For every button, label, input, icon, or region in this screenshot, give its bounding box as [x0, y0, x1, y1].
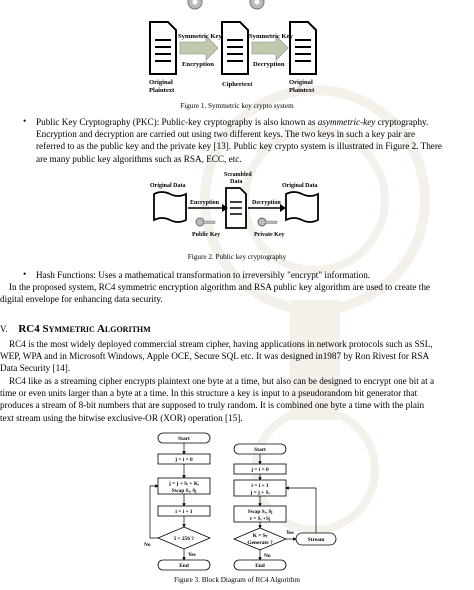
label-decryption: Decryption [253, 61, 285, 68]
right-cond-diamond [234, 528, 286, 550]
figure2-diagram [148, 168, 328, 246]
label-original-left-2: Plaintext [149, 87, 175, 94]
left-inc-label: i = i + 1 [175, 509, 193, 515]
label-original-right-1: Original [289, 79, 313, 86]
pkc-paragraph [36, 116, 474, 165]
figure3-flowchart [140, 428, 340, 574]
section-number: V. [0, 324, 8, 334]
label-symmetric-key-left: Symmetric Key [178, 33, 222, 40]
rc4-p2-line-1: RC4 like as a streaming cipher encrypts plaintext one byte at a time, but also can be designed to encrypt one bit at a [0, 375, 474, 387]
left-end-label: End [179, 563, 189, 569]
left-yes-label: Yes [188, 552, 196, 558]
left-swap-line-1: j = j + Sᵢ + Kᵢ [168, 481, 199, 487]
label-encryption: Encryption [190, 200, 220, 206]
label-original-data-right: Original Data [282, 183, 318, 189]
rc4-p1-line-3: Data Security [14]. [0, 362, 474, 374]
pkc-line-4: are many public key algorithms such as RSA, ECC, etc. [36, 153, 474, 165]
scroll-icon-right [286, 192, 318, 222]
label-encryption: Encryption [182, 61, 214, 68]
document-icon-right [290, 22, 316, 74]
right-swap-line-1: Swap Sᵢ, Sⱼ [248, 509, 273, 515]
figure2-caption: Figure 2. Public key cryptography [0, 253, 474, 261]
label-scrambled-1: Scrambled [224, 172, 252, 178]
right-step-line-2: j = j + Sᵢ [249, 490, 269, 496]
label-ciphertext: Ciphertext [222, 81, 253, 88]
right-end-label: End [255, 563, 265, 569]
key-icon-public [196, 218, 215, 226]
rc4-p1-line-2: WEP, WPA and in Microsoft Windows, Apple OCE, Secure SQL etc. It was designed in1987 by Ron Rivest for RSA [0, 350, 474, 362]
document-icon-middle [222, 22, 248, 74]
pkc-line-3: referred to as the public key and the private key [13]. Public key crypto system is illustrated in Figure 2. There [36, 140, 474, 152]
key-icon-left [185, 0, 215, 12]
document-icon-scrambled [226, 188, 246, 228]
right-yes-label: Yes [286, 530, 294, 536]
section-heading [0, 323, 151, 335]
left-cond-label: I < 256 ? [174, 536, 194, 542]
label-public-key: Public Key [192, 232, 220, 238]
right-start-label: Start [254, 447, 266, 453]
key-icon-right [247, 0, 277, 12]
proposed-paragraph [0, 281, 474, 305]
pkc-line-1 [36, 116, 474, 128]
rc4-p2-line-4: text stream using the bitwise exclusive-OR (XOR) operation [15]. [0, 412, 474, 424]
rc4-p1-line-1: RC4 is the most widely deployed commercial stream cipher, having applications in network protocols such as SSL, [0, 338, 474, 350]
left-init-label: j = i = 0 [174, 457, 193, 463]
label-decryption: Decryption [252, 200, 281, 206]
label-private-key: Private Key [254, 232, 285, 238]
label-scrambled-2: Data [230, 179, 242, 185]
pkc-bullet: • [23, 116, 26, 126]
hash-paragraph: Hash Functions: Uses a mathematical transformation to irreversibly "encrypt" information. [36, 269, 370, 281]
figure1-caption: Figure 1. Symmetric key crypto system [0, 102, 474, 110]
hash-bullet: • [23, 269, 26, 279]
left-no-label: No [144, 542, 151, 548]
label-original-right-2: Plaintext [289, 87, 315, 94]
figure1-diagram [140, 0, 340, 98]
rc4-p2-line-3: produces a stream of 8-bit numbers that are supposed to truly random. It is combined one byte a time with the plain [0, 399, 474, 411]
proposed-line-2: digital envelope for enhancing data security. [0, 293, 474, 305]
right-cond-line-1: K = Sₜ [253, 533, 268, 539]
section-title: RC4 Symmetric Algorithm [18, 323, 150, 335]
proposed-line-1: In the proposed system, RC4 symmetric encryption algorithm and RSA public key algorithm are used to create the [0, 281, 474, 293]
key-icon-private [258, 218, 277, 226]
document-icon-left [150, 22, 176, 74]
rc4-p2-line-2: time or even units larger than a byte at a time. In this structure a key is input to a pseudorandom bit generator that [0, 387, 474, 399]
left-swap-line-2: Swap Sᵢ, Sⱼ [172, 488, 197, 494]
stream-label: Stream [308, 537, 325, 543]
right-swap-line-2: t = Sᵢ +Sⱼ [250, 516, 270, 522]
label-symmetric-key-right: Symmetric Key [249, 33, 293, 40]
rc4-paragraph-1 [0, 338, 474, 375]
left-start-label: Start [178, 436, 190, 442]
right-cond-line-2: Generate ? [247, 540, 273, 546]
label-original-left-1: Original [149, 79, 173, 86]
right-init-label: j = i = 0 [250, 467, 269, 473]
pkc-line-1-text: Public Key Cryptography (PKC): Public-key cryptography is also known as asymmetric-key cryptography. [36, 117, 428, 127]
right-no-label: No [264, 553, 271, 559]
rc4-paragraph-2 [0, 375, 474, 424]
label-original-data-left: Original Data [150, 183, 186, 189]
pkc-line-2: Encryption and decryption are carried out using two different keys. The two keys in such a key pair are [36, 128, 474, 140]
scroll-icon-left [154, 192, 186, 222]
figure3-caption: Figure 3. Block Diagram of RC4 Algorithm [0, 576, 474, 584]
right-step-line-1: i = i + 1 [251, 483, 269, 489]
